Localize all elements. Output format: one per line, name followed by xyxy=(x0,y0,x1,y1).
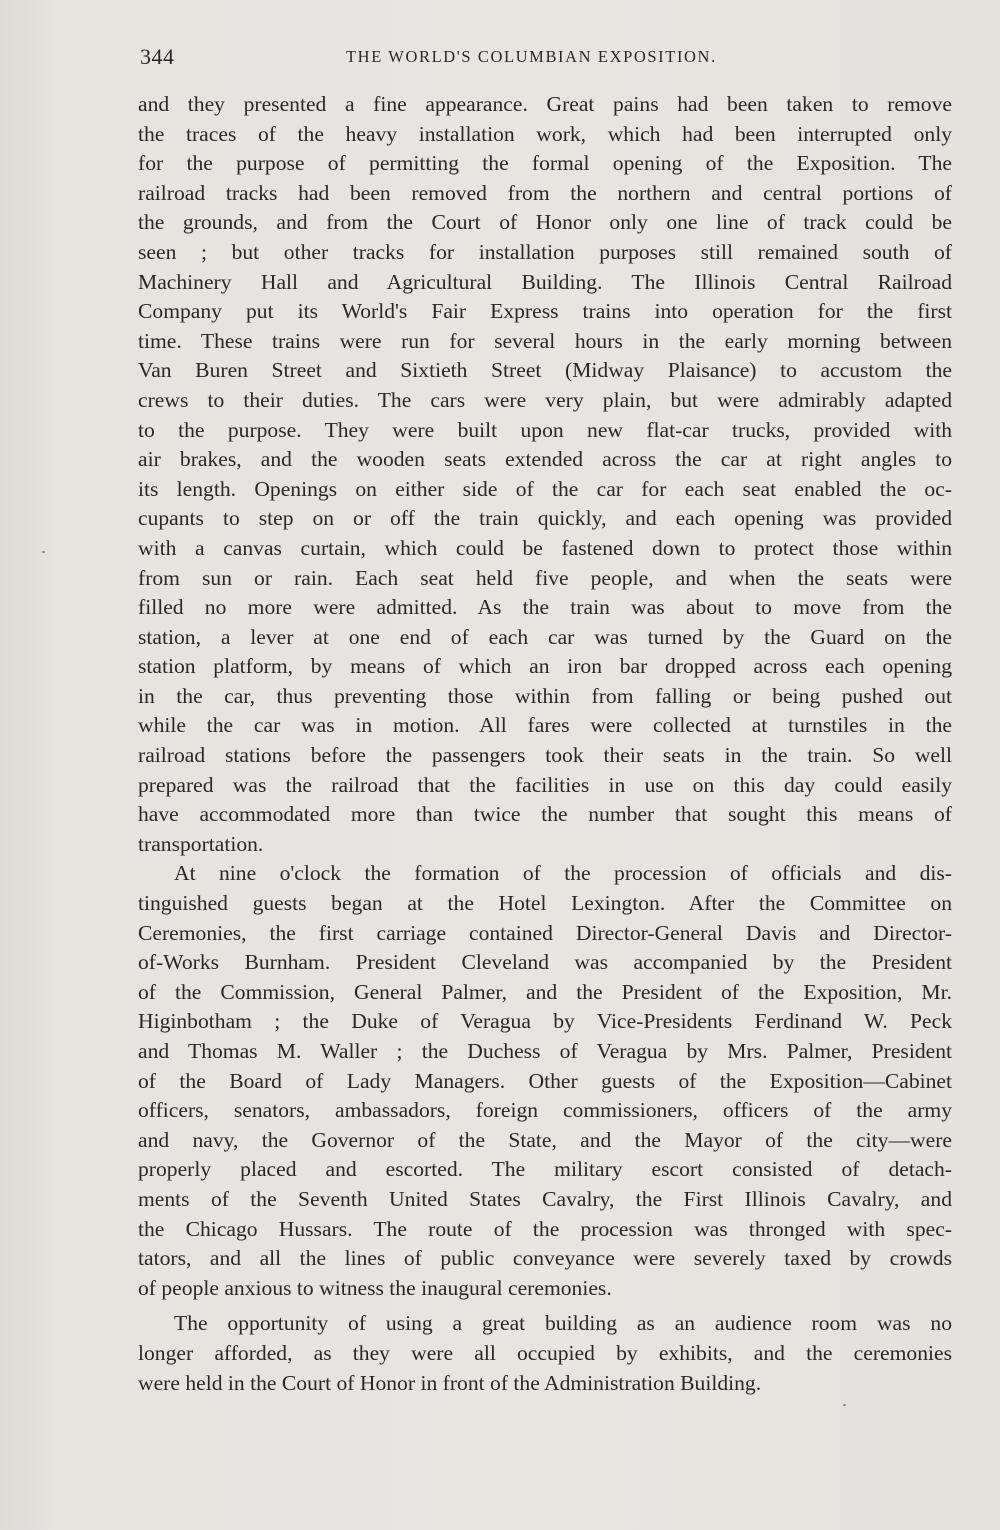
paragraph xyxy=(138,1309,952,1398)
text-line: in the car, thus preventing those within from falling or being pushed out xyxy=(138,683,952,708)
text-line: the traces of the heavy installation work, which had been interrupted only xyxy=(138,121,952,146)
text-line: with a canvas curtain, which could be fastened down to protect those within xyxy=(138,535,952,560)
text-line: were held in the Court of Honor in front of the Administration Building. xyxy=(138,1370,762,1395)
text-line: railroad tracks had been removed from the northern and central portions of xyxy=(138,180,952,205)
running-head: THE WORLD'S COLUMBIAN EXPOSITION. xyxy=(346,47,717,66)
text-line: prepared was the railroad that the facilities in use on this day could easily xyxy=(138,772,952,797)
text-line: Ceremonies, the first carriage contained Director-General Davis and Director- xyxy=(138,920,952,945)
text-line: station platform, by means of which an iron bar dropped across each opening xyxy=(138,654,952,679)
text-line: the grounds, and from the Court of Honor only one line of track could be xyxy=(138,210,952,235)
text-line: air brakes, and the wooden seats extended across the car at right angles to xyxy=(138,447,952,472)
text-line: railroad stations before the passengers took their seats in the train. So well xyxy=(138,743,952,768)
page-speck xyxy=(843,1404,846,1406)
text-line: tators, and all the lines of public conveyance were severely taxed by crowds xyxy=(138,1246,952,1271)
text-line: of people anxious to witness the inaugural ceremonies. xyxy=(138,1275,612,1300)
text-line: cupants to step on or off the train quickly, and each opening was provided xyxy=(138,506,952,531)
text-line: transportation. xyxy=(138,831,264,856)
text-line: and Thomas M. Waller ; the Duchess of Veragua by Mrs. Palmer, President xyxy=(138,1039,952,1063)
text-line: properly placed and escorted. The military escort consisted of detach- xyxy=(138,1157,952,1182)
text-line: have accommodated more than twice the number that sought this means of xyxy=(138,802,952,827)
text-line: of the Board of Lady Managers. Other guests of the Exposition—Cabinet xyxy=(138,1068,952,1093)
text-line: while the car was in motion. All fares were collected at turnstiles in the xyxy=(138,713,952,738)
text-line: and they presented a fine appearance. Great pains had been taken to remove xyxy=(138,92,952,116)
text-line: At nine o'clock the formation of the procession of officials and dis- xyxy=(174,861,952,886)
text-line: its length. Openings on either side of the car for each seat enabled the oc- xyxy=(138,476,952,501)
text-line: officers, senators, ambassadors, foreign commissioners, officers of the army xyxy=(138,1098,952,1123)
text-line: tinguished guests began at the Hotel Lexington. After the Committee on xyxy=(138,891,952,916)
text-line: to the purpose. They were built upon new flat-car trucks, provided with xyxy=(138,417,952,442)
text-line: Company put its World's Fair Express trains into operation for the first xyxy=(138,299,952,324)
text-line: The opportunity of using a great building as an audience room was no xyxy=(174,1311,952,1336)
page-speck xyxy=(42,551,45,553)
text-line: crews to their duties. The cars were very plain, but were admirably adapted xyxy=(138,387,952,412)
text-line: Higinbotham ; the Duke of Veragua by Vice-Presidents Ferdinand W. Peck xyxy=(138,1009,952,1034)
text-line: station, a lever at one end of each car was turned by the Guard on the xyxy=(138,624,952,649)
text-line: and navy, the Governor of the State, and the Mayor of the city—were xyxy=(138,1127,952,1152)
text-line: the Chicago Hussars. The route of the procession was thronged with spec- xyxy=(138,1216,952,1241)
text-line: Van Buren Street and Sixtieth Street (Midway Plaisance) to accustom the xyxy=(138,358,952,383)
text-line: longer afforded, as they were all occupied by exhibits, and the ceremonies xyxy=(138,1340,952,1365)
page-number: 344 xyxy=(140,44,175,69)
body-text xyxy=(138,90,952,1398)
paragraph xyxy=(138,90,952,859)
text-line: filled no more were admitted. As the train was about to move from the xyxy=(138,595,952,620)
text-line: ments of the Seventh United States Cavalry, the First Illinois Cavalry, and xyxy=(138,1186,952,1211)
text-line: from sun or rain. Each seat held five people, and when the seats were xyxy=(138,565,952,590)
text-line: Machinery Hall and Agricultural Building. The Illinois Central Railroad xyxy=(138,269,952,294)
page-header xyxy=(140,44,980,74)
text-line: of the Commission, General Palmer, and the President of the Exposition, Mr. xyxy=(138,979,952,1004)
text-line: of-Works Burnham. President Cleveland was accompanied by the President xyxy=(138,950,952,975)
text-line: seen ; but other tracks for installation purposes still remained south of xyxy=(138,239,952,264)
paragraph xyxy=(138,859,952,1303)
text-line: time. These trains were run for several hours in the early morning between xyxy=(138,328,952,353)
text-line: for the purpose of permitting the formal opening of the Exposition. The xyxy=(138,151,952,176)
